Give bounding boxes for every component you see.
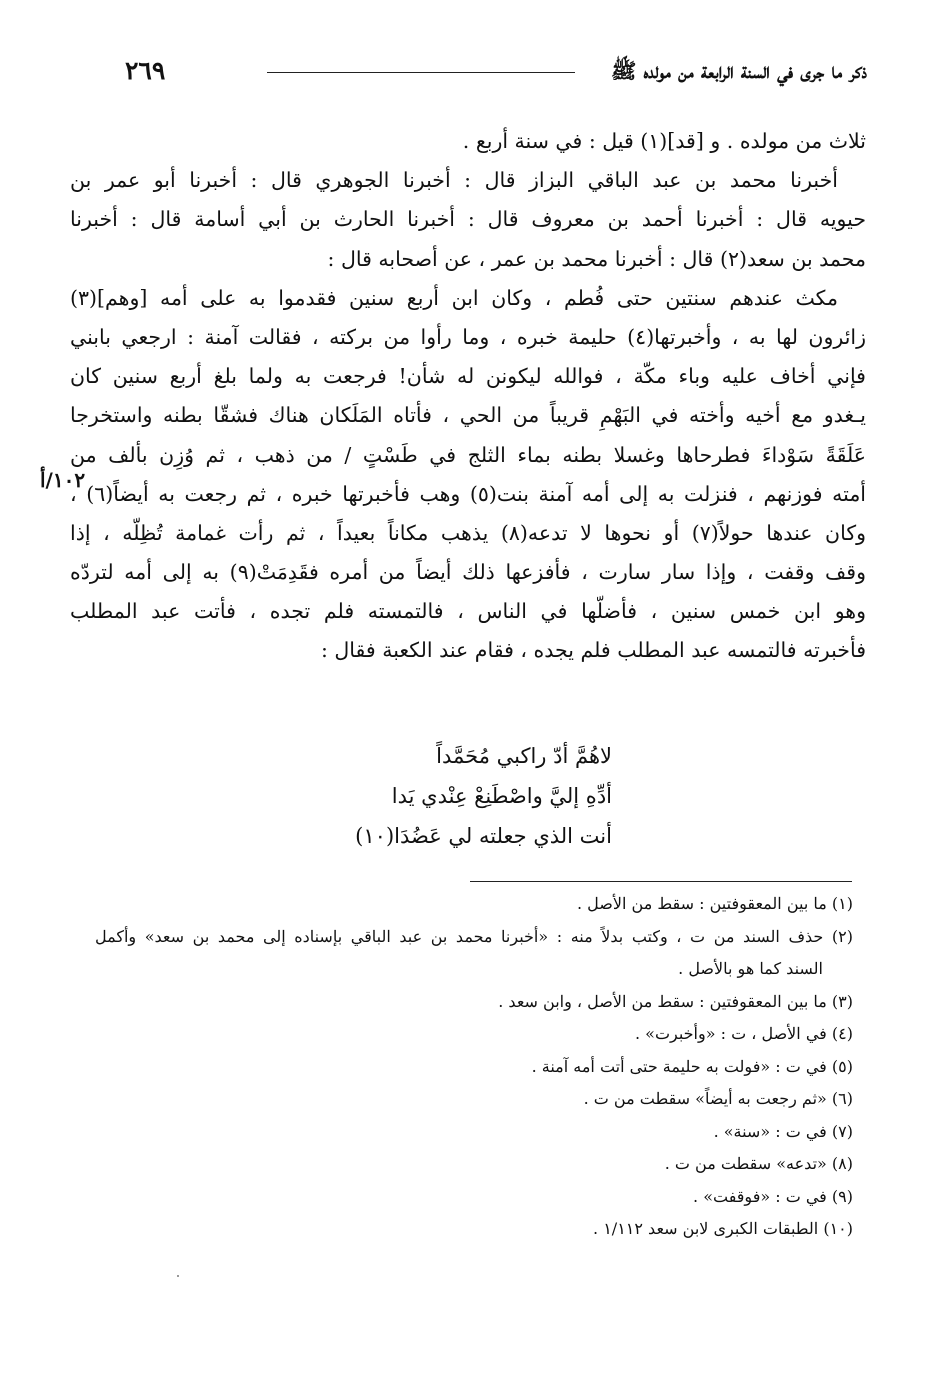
text-line: يـغدو مع أخيه وأخته في البَهْمِ قريباً من الحي ، فأتاه المَلَكان هناك فشقّا بطنه واستخرجا [70,403,866,428]
footnote: (٧) في ت : «سنة» . [713,1121,853,1141]
text-line: زائرون لها به ، وأخبرتها(٤) حليمة خبره ، وما رأوا من بركته ، فقالت آمنة : ارجعي بابني [70,324,866,349]
footnote: (٦) «ثم رجعت به أيضاً» سقطت من ت . [583,1089,853,1108]
text-line: أخبرنا محمد بن عبد الباقي البزاز قال : أخبرنا الجوهري قال : أخبرنا أبو عمر بن [70,168,838,193]
poem [355,736,612,856]
footnote: (٣) ما بين المعقوفتين : سقط من الأصل ، وابن سعد . [498,991,853,1011]
page-number: ٢٦٩ [125,56,166,85]
footnotes [95,888,853,1246]
manuscript-folio-ref: ١٠٢/أ [40,468,86,492]
poem-line: أدِّهِ إليَّ واصْطَنِعْ عِنْدي يَدا [391,784,612,808]
text-line: حيويه قال : أخبرنا أحمد بن معروف قال : أخبرنا الحارث بن أبي أسامة قال : أخبرنا [70,207,866,232]
header-rule [267,72,575,73]
running-title: ذكر ما جرى في السنة الرابعة من مولده ﷺ [610,58,867,83]
text-line: محمد بن سعد(٢) قال : أخبرنا محمد بن عمر ، عن أصحابه قال : [327,246,866,271]
text-line: أمته فوزنهم ، فنزلت به إلى أمه آمنة بنت(٥) وهب فأخبرتها خبره ، ثم رجعت به أيضاً(٦) ، [70,481,866,506]
text-line: وكان عندها حولاً(٧) أو نحوها لا تدعه(٨) يذهب مكاناً بعيداً ، ثم رأت غمامة تُظِلّه ، إذا [70,520,866,545]
text-line: فإني أخاف عليه وباء مكّة ، فوالله ليكونن له شأن! فرجعت به ولما بلغ أربع سنين كان [70,364,866,389]
footnote: (٤) في الأصل ، ت : «وأخبرت» . [634,1024,853,1043]
text-line: فأخبرته فالتمسه عبد المطلب فلم يجده ، فقام عند الكعبة فقال : [320,638,866,663]
footnote: (٩) في ت : «فوقفت» . [693,1186,853,1206]
footnote: (٢) حذف السند من ت ، وكتب بدلاً منه : «أخبرنا محمد بن عبد الباقي بإسناده إلى محمد بن سعد» وأكمل [95,926,853,946]
footnote: (٨) «تدعه» سقطت من ت . [664,1154,853,1173]
page-header [95,52,867,92]
footnote: (٥) في ت : «فولت به حليمة حتى أتت أمه آمنة . [531,1056,853,1076]
text-line: عَلَقَةً سَوْداءَ فطرحاها وغسلا بطنه بماء الثلج في طَسْتٍ / من ذهب ، ثم وُزِن بألف من [70,442,866,467]
text-line: ثلاث من مولده . و [قد](١) قيل : في سنة أربع . [462,129,866,153]
text-line: مكث عندهم سنتين حتى فُطم ، وكان ابن أربع سنين فقدموا به على أمه [وهم](٣) [70,285,838,310]
footnote: (١) ما بين المعقوفتين : سقط من الأصل . [577,894,853,913]
footnote-rule [470,881,852,882]
poem-line: لاهُمَّ أدّ راكبي مُحَمَّداً [436,744,612,768]
footnote: (١٠) الطبقات الكبرى لابن سعد ١/١١٢ . [593,1219,853,1238]
main-text [70,122,866,671]
text-line: وقف وقفت ، وإذا سار سارت ، فأفزعها ذلك أيضاً من أمره فقَدِمَتْ(٩) به إلى أمه لتردّه [70,560,866,585]
scan-speck [177,1275,179,1277]
text-line: وهو ابن خمس سنين ، فأضلّها في الناس ، فالتمسته فلم تجده ، فأتت عبد المطلب [70,599,866,624]
footnote-continuation: السند كما هو بالأصل . [678,959,823,978]
poem-line: أنت الذي جعلته لي عَضُدَا(١٠) [355,824,612,848]
